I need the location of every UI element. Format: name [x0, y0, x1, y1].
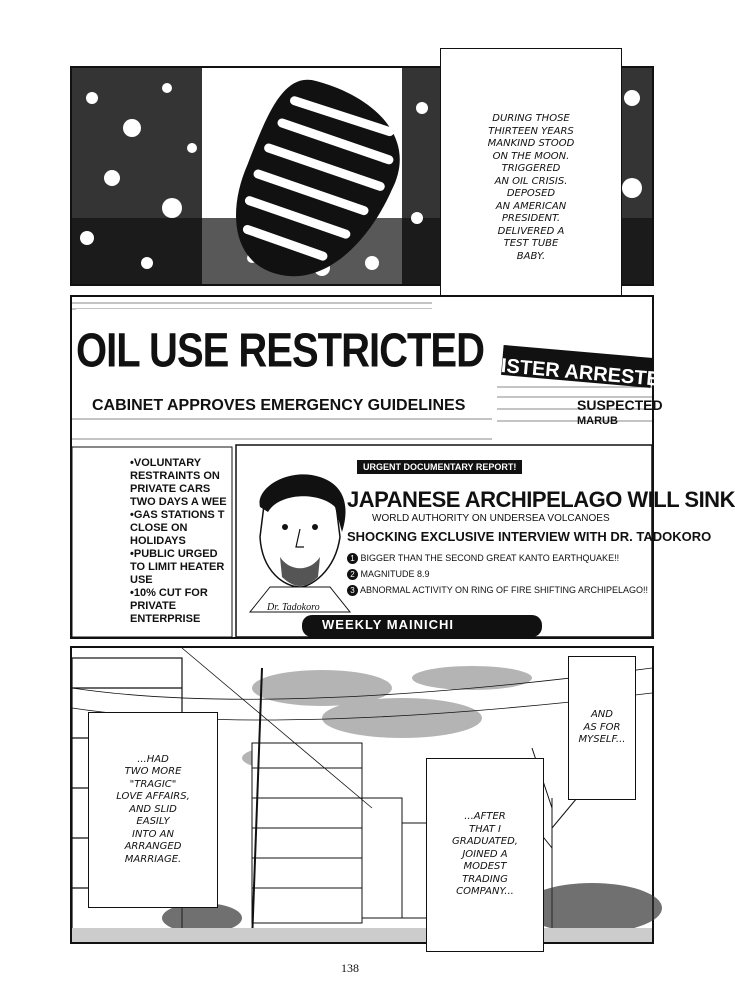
side-headline-arrested: ISTER ARRESTED	[500, 355, 676, 393]
subheadline-cabinet-approves: CABINET APPROVES EMERGENCY GUIDELINES	[92, 397, 466, 414]
point-number-badge: 2	[347, 569, 358, 580]
report-subline: WORLD AUTHORITY ON UNDERSEA VOLCANOES	[372, 513, 610, 524]
side-sub-marub: MARUB	[577, 415, 618, 427]
masthead: WEEKLY MAINICHI	[322, 617, 455, 632]
point-number-badge: 3	[347, 585, 358, 596]
report-point-1	[347, 553, 619, 564]
point-text: BIGGER THAN THE SECOND GREAT KANTO EARTHQUAKE!!	[360, 553, 620, 563]
caption-mankind-moon: DURING THOSE THIRTEEN YEARS MANKIND STOOD ON THE MOON. TRIGGERED AN OIL CRISIS. DEPOSED AN AMERICAN PRESIDENT. DELIVERED A TEST TUBE BABY.	[440, 48, 622, 328]
report-tag: URGENT DOCUMENTARY REPORT!	[357, 460, 522, 474]
caption-graduated: ...AFTER THAT I GRADUATED, JOINED A MODEST TRADING COMPANY...	[426, 758, 544, 952]
portrait-caption: Dr. Tadokoro	[267, 602, 320, 613]
caption-love-affairs: ...HAD TWO MORE "TRAGIC" LOVE AFFAIRS, AND SLID EASILY INTO AN ARRANGED MARRIAGE.	[88, 712, 218, 908]
report-point-3	[347, 585, 648, 596]
panel-newspapers	[70, 295, 735, 639]
headline-oil-use-restricted: OIL USE RESTRICTED	[76, 309, 476, 393]
report-point-2	[347, 569, 430, 580]
page-number: 138	[341, 961, 359, 975]
point-text: ABNORMAL ACTIVITY ON RING OF FIRE SHIFTING ARCHIPELAGO!!	[360, 585, 649, 595]
oil-restriction-bullets: •VOLUNTARY RESTRAINTS ON PRIVATE CARS TWO DAYS A WEE •GAS STATIONS T CLOSE ON HOLIDAYS •PUBLIC URGED TO LIMIT HEATER USE •10% CUT FOR PRIVATE ENTERPRISE	[130, 457, 227, 625]
point-number-badge: 1	[347, 553, 358, 564]
point-text: MAGNITUDE 8.9	[360, 569, 430, 579]
side-sub-suspected: SUSPECTED	[577, 397, 663, 413]
caption-as-for-myself: AND AS FOR MYSELF...	[568, 656, 636, 800]
report-interview: SHOCKING EXCLUSIVE INTERVIEW WITH DR. TADOKORO	[347, 529, 712, 544]
report-headline: JAPANESE ARCHIPELAGO WILL SINK	[347, 487, 735, 512]
